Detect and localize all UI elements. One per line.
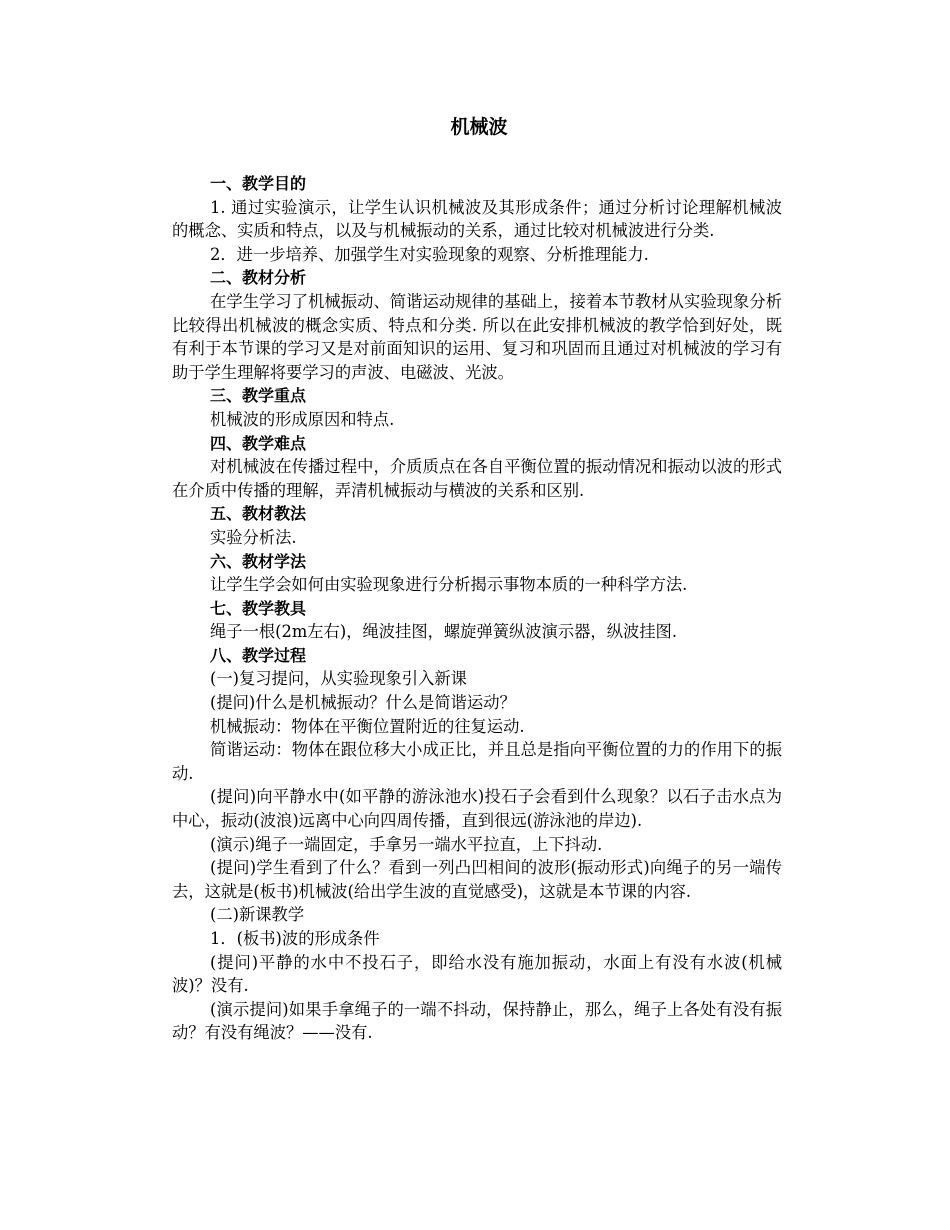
- paragraph: 对机械波在传播过程中，介质质点在各自平衡位置的振动情况和振动以波的形式在介质中传播的理解，弄清机械振动与横波的关系和区别.: [172, 457, 782, 500]
- paragraph: (一)复习提问，从实验现象引入新课: [210, 669, 467, 689]
- paragraph: (提问)平静的水中不投石子，即给水没有施加振动，水面上有没有水波(机械波)？没有.: [172, 952, 782, 996]
- paragraph: 机械振动：物体在平衡位置附近的往复运动.: [210, 716, 525, 736]
- paragraph: 2．进一步培养、加强学生对实验现象的观察、分析推理能力.: [210, 244, 649, 264]
- paragraph: (提问)向平静水中(如平静的游泳池水)投石子会看到什么现象？以石子击水点为中心，振动(波浪)远离中心向四周传播，直到很远(游泳池的岸边).: [172, 787, 782, 831]
- paragraph: 1. 通过实验演示，让学生认识机械波及其形成条件；通过分析讨论理解机械波的概念、实质和特点，以及与机械振动的关系，通过比较对机械波进行分类.: [172, 197, 782, 241]
- paragraph: (二)新课教学: [210, 905, 305, 925]
- section-heading: 四、教学难点: [210, 433, 307, 453]
- paragraph: 实验分析法.: [210, 527, 297, 547]
- section-heading: 五、教材教法: [210, 504, 307, 524]
- paragraph: 机械波的形成原因和特点.: [210, 409, 395, 429]
- section-heading: 八、教学过程: [210, 645, 307, 665]
- document-body: [172, 114, 782, 1045]
- paragraph: 1．(板书)波的形成条件: [210, 929, 380, 948]
- paragraph: 简谐运动：物体在跟位移大小成正比，并且总是指向平衡位置的力的作用下的振动.: [172, 740, 782, 783]
- section-heading: 二、教材分析: [210, 268, 307, 288]
- document-blocks: [172, 172, 782, 1045]
- paragraph: 在学生学习了机械振动、简谐运动规律的基础上，接着本节教材从实验现象分析比较得出机械波的概念实质、特点和分类. 所以在此安排机械波的教学恰到好处，既有利于本节课的学习又是对前面知识的运用、复习和巩固而且通过对机械波的学习有助于学生理解将要学习的声波、电磁波、光波。: [172, 291, 782, 382]
- paragraph: 让学生学会如何由实验现象进行分析揭示事物本质的一种科学方法.: [210, 575, 688, 595]
- section-heading: 一、教学目的: [210, 174, 307, 193]
- paragraph: (提问)什么是机械振动？什么是简谐运动？: [210, 693, 516, 713]
- section-heading: 七、教学教具: [210, 598, 307, 618]
- paragraph: (演示)绳子一端固定，手拿另一端水平拉直，上下抖动.: [210, 834, 603, 854]
- section-heading: 六、教材学法: [210, 551, 307, 571]
- paragraph: 绳子一根(2m左右)，绳波挂图，螺旋弹簧纵波演示器，纵波挂图.: [210, 622, 677, 642]
- paragraph: (演示提问)如果手拿绳子的一端不抖动，保持静止，那么，绳子上各处有没有振动？有没有绳波？——没有.: [172, 999, 782, 1043]
- page-title: 机械波: [450, 116, 508, 138]
- section-heading: 三、教学重点: [210, 386, 307, 406]
- paragraph: (提问)学生看到了什么？看到一列凸凹相间的波形(振动形式)向绳子的另一端传去，这就是(板书)机械波(给出学生波的直觉感受)，这就是本节课的内容.: [172, 858, 782, 901]
